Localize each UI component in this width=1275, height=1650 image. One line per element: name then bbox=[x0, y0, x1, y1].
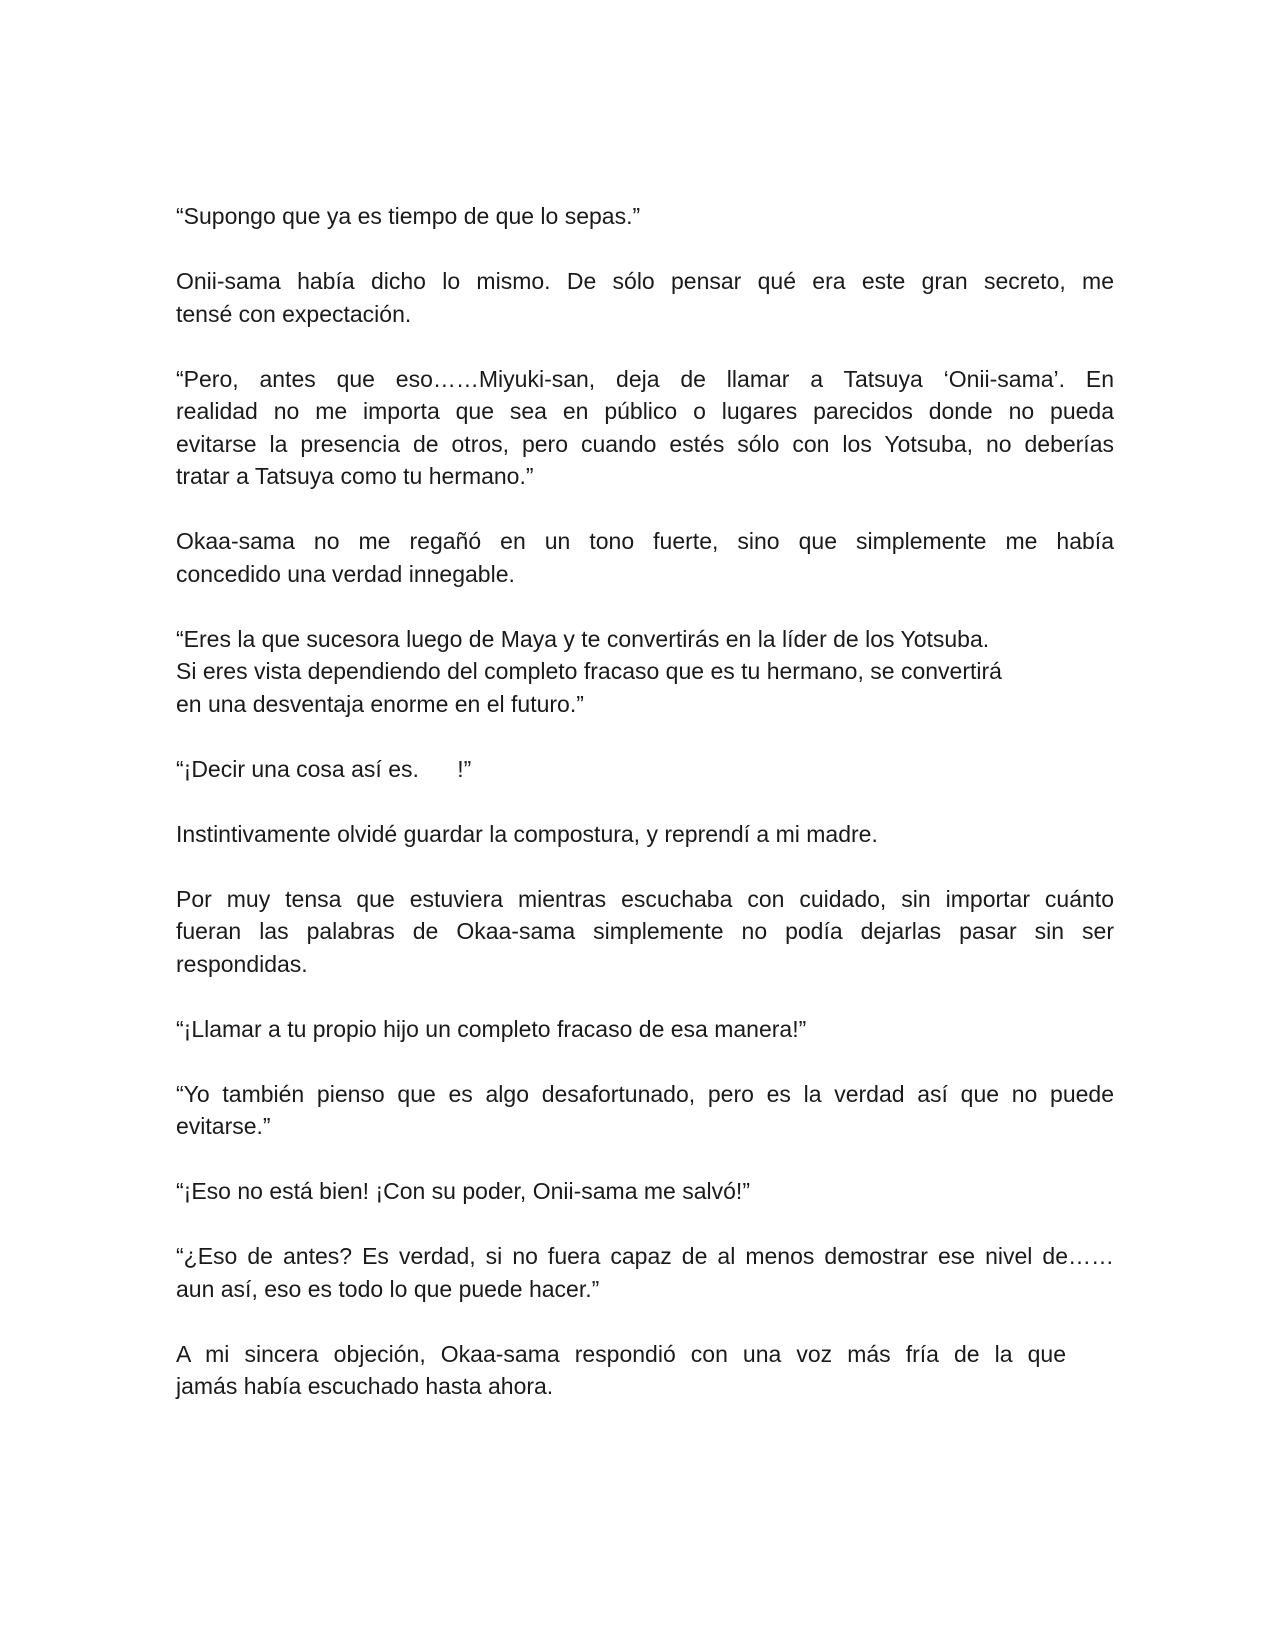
text-line: jamás había escuchado hasta ahora. bbox=[176, 1373, 554, 1399]
paragraph-12 bbox=[176, 1240, 1114, 1305]
text-line: tratar a Tatsuya como tu hermano.” bbox=[176, 463, 534, 489]
paragraph-11 bbox=[176, 1175, 1114, 1208]
text-line: “¡Eso no está bien! ¡Con su poder, Onii-sama me salvó!” bbox=[176, 1178, 750, 1204]
paragraph-4 bbox=[176, 525, 1114, 590]
body-text bbox=[176, 200, 1114, 1435]
text-line: “¡Llamar a tu propio hijo un completo fracaso de esa manera!” bbox=[176, 1015, 807, 1042]
text-line: A mi sincera objeción, Okaa-sama respondió con una voz más fría de la que bbox=[176, 1340, 1066, 1367]
text-line: concedido una verdad innegable. bbox=[176, 560, 515, 587]
paragraph-5 bbox=[176, 623, 1114, 721]
paragraph-10 bbox=[176, 1078, 1114, 1143]
text-line: aun así, eso es todo lo que puede hacer.” bbox=[176, 1275, 600, 1302]
text-line: Instintivamente olvidé guardar la compostura, y reprendí a mi madre. bbox=[176, 820, 878, 847]
text-line: evitarse.” bbox=[176, 1113, 271, 1139]
paragraph-6 bbox=[176, 753, 1114, 786]
text-line: “Pero, antes que eso……Miyuki-san, deja de llamar a Tatsuya ‘Onii-sama’. En bbox=[176, 365, 1114, 392]
paragraph-9 bbox=[176, 1013, 1114, 1046]
paragraph-3 bbox=[176, 363, 1114, 493]
text-line: Por muy tensa que estuviera mientras escuchaba con cuidado, sin importar cuánto bbox=[176, 885, 1114, 912]
paragraph-8 bbox=[176, 883, 1114, 981]
text-line: “¡Decir una cosa así es. !” bbox=[176, 755, 472, 782]
text-line: tensé con expectación. bbox=[176, 300, 412, 327]
text-line: “Yo también pienso que es algo desafortunado, pero es la verdad así que no puede bbox=[176, 1080, 1114, 1107]
paragraph-7 bbox=[176, 818, 1114, 851]
text-line: en una desventaja enorme en el futuro.” bbox=[176, 690, 584, 717]
paragraph-2 bbox=[176, 265, 1114, 330]
paragraph-13 bbox=[176, 1338, 1114, 1403]
text-line: evitarse la presencia de otros, pero cuando estés sólo con los Yotsuba, no deberías bbox=[176, 430, 1114, 457]
text-line: “Eres la que sucesora luego de Maya y te convertirás en la líder de los Yotsuba. bbox=[176, 625, 990, 652]
text-line: respondidas. bbox=[176, 950, 308, 977]
text-line: Onii-sama había dicho lo mismo. De sólo pensar qué era este gran secreto, me bbox=[176, 268, 1114, 294]
text-line: “¿Eso de antes? Es verdad, si no fuera capaz de al menos demostrar ese nivel de…… bbox=[176, 1243, 1114, 1269]
text-line: realidad no me importa que sea en público o lugares parecidos donde no pueda bbox=[176, 398, 1114, 424]
text-line: Okaa-sama no me regañó en un tono fuerte, sino que simplemente me había bbox=[176, 528, 1114, 554]
text-line: fueran las palabras de Okaa-sama simplemente no podía dejarlas pasar sin ser bbox=[176, 918, 1114, 944]
text-line: “Supongo que ya es tiempo de que lo sepas.” bbox=[176, 203, 641, 229]
text-line: Si eres vista dependiendo del completo fracaso que es tu hermano, se convertirá bbox=[176, 658, 1002, 684]
paragraph-1 bbox=[176, 200, 1114, 233]
